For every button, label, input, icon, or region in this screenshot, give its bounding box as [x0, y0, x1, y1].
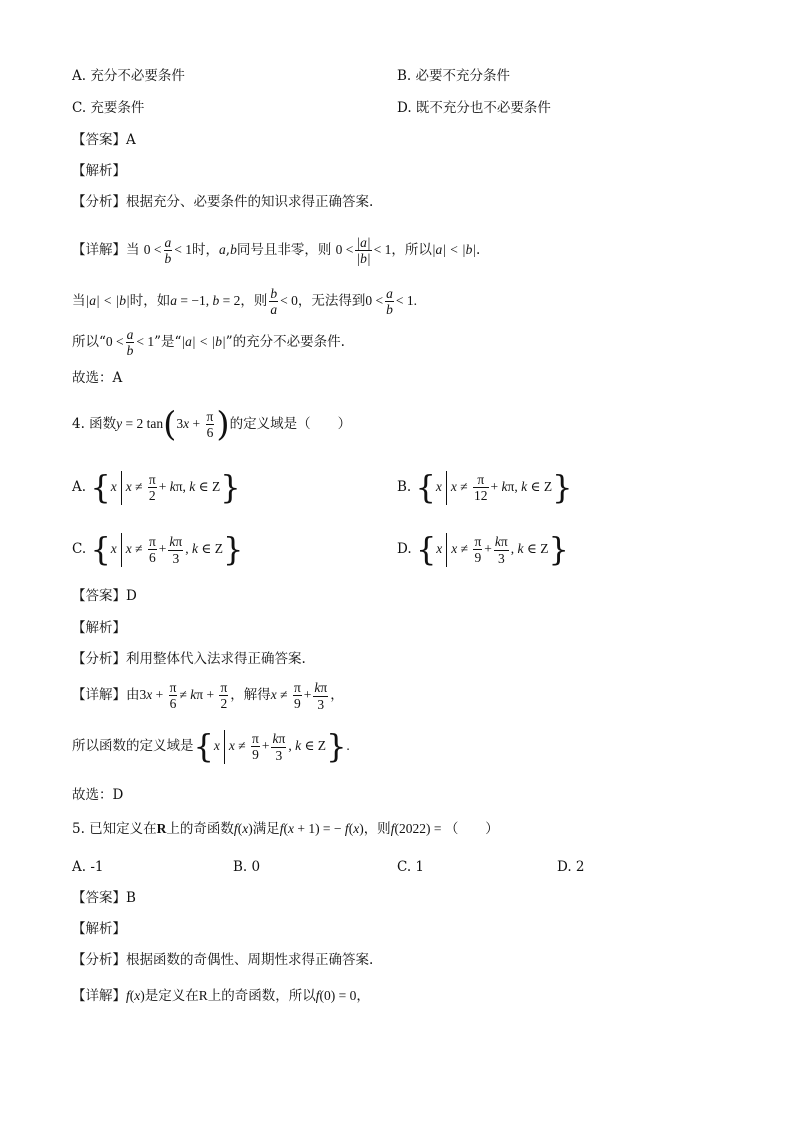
fraction-a-over-b: $\frac{a}{b}$	[164, 235, 172, 266]
text-segment: （ ）	[444, 821, 499, 837]
answer-value: A	[126, 132, 136, 148]
q3-conclusion: 故选：A	[72, 370, 123, 386]
q4-xiangjie-line-2: 所以函数的定义域是{x x ≠ $\frac{\pi}{9}$ + $\frac{k\pi}{3}$ , k ∈ Z}.	[72, 727, 350, 766]
text-segment: ，所以	[391, 242, 432, 258]
answer-tag: 【答案】	[72, 132, 126, 148]
text-segment: 上的奇函数	[166, 821, 234, 837]
text-segment: 所以函数的定义域是	[72, 738, 194, 754]
text-segment: ，则	[240, 293, 268, 309]
q4-option-a: A. {x x ≠ $\frac{\pi}{2}$ + kπ, k ∈ Z}	[72, 468, 241, 507]
q3-analysis-tag: 【解析】	[72, 163, 126, 179]
q5-answer-line	[72, 888, 136, 908]
q5-option-b: B. 0	[233, 859, 261, 875]
text-segment: 上的奇函数，所以	[207, 988, 316, 1004]
text-segment: 当	[72, 293, 86, 309]
text-segment: 4. 函数	[72, 416, 117, 432]
q3-option-b: B. 必要不充分条件	[397, 68, 511, 84]
fraction-a-over-b: $\frac{a}{b}$	[126, 327, 134, 358]
q4-option-d: D. {x x ≠ $\frac{\pi}{9}$ + $\frac{k\pi}{3}$ , k ∈ Z}	[397, 530, 569, 569]
text-segment: ”的充分不必要条件.	[225, 334, 345, 350]
answer-tag: 【答案】	[72, 588, 126, 604]
text-segment: 当	[126, 242, 140, 258]
text-segment: 由	[126, 687, 140, 703]
xiangjie-tag: 【详解】	[72, 988, 126, 1004]
text-segment: 是定义在	[144, 988, 199, 1004]
q4-answer-line	[72, 586, 137, 606]
q4-option-c: C. {x x ≠ $\frac{\pi}{6}$ + $\frac{k\pi}{3}$ , k ∈ Z}	[72, 530, 244, 569]
answer-value: D	[126, 588, 137, 604]
fenxi-text: 根据函数的奇偶性、周期性求得正确答案.	[126, 952, 374, 968]
q3-option-c: C. 充要条件	[72, 100, 145, 116]
fraction-pi-over-2: $\frac{\pi}{2}$	[220, 680, 228, 711]
fraction-pi-over-9: $\frac{\pi}{9}$	[293, 680, 301, 711]
text-segment: ”是“	[154, 334, 182, 350]
fraction-pi-over-6: $\frac{\pi}{6}$	[148, 534, 156, 565]
fenxi-tag: 【分析】	[72, 651, 126, 667]
fenxi-tag: 【分析】	[72, 952, 126, 968]
text-segment: 5. 已知定义在	[72, 821, 157, 837]
text-segment: ，无法得到	[297, 293, 366, 309]
xiangjie-tag: 【详解】	[72, 242, 126, 258]
fraction-kpi-over-3: $\frac{k\pi}{3}$	[169, 533, 183, 566]
q5-analysis-tag: 【解析】	[72, 921, 126, 937]
fenxi-tag: 【分析】	[72, 194, 126, 210]
q3-xiangjie-line-1: 【详解】当 0 < $\frac{a}{b}$ < 1时，a,b同号且非零，则 0 < $\frac{|a|}{|b|}$ < 1，所以|a| < |b|.	[72, 235, 481, 266]
text-segment: 时，如	[129, 293, 171, 309]
q5-stem: 5. 已知定义在R上的奇函数f(x)满足f(x + 1) = − f(x)，则f(2022) = （ ）	[72, 821, 499, 837]
fraction-pi-over-9: $\frac{\pi}{9}$	[474, 534, 482, 565]
text-segment: 同号且非零，则	[236, 242, 332, 258]
fraction-pi-over-12: $\frac{\pi}{12}$	[474, 472, 488, 503]
q5-option-a: A. -1	[72, 859, 104, 875]
text-segment: 的定义域是（ ）	[229, 416, 352, 432]
option-label: A.	[72, 479, 87, 495]
q5-option-c: C. 1	[397, 859, 425, 875]
fraction-pi-over-6: $\frac{\pi}{6}$	[169, 680, 177, 711]
q4-stem: 4. 函数y = 2 tan(3x + $\frac{\pi}{6}$ )的定义域是（ ）	[72, 404, 352, 445]
q4-fenxi-line	[72, 649, 306, 669]
fraction-abs-a-over-abs-b: $\frac{|a|}{|b|}$	[356, 235, 371, 266]
q3-option-a: A. 充分不必要条件	[72, 68, 185, 84]
q3-xiangjie-line-3: 所以“0 < $\frac{a}{b}$ < 1”是“|a| < |b|”的充分不必要条件.	[72, 327, 345, 358]
q4-xiangjie-line-1: 【详解】由3x + $\frac{\pi}{6}$ ≠ kπ + $\frac{\pi}{2}$ ，解得x ≠ $\frac{\pi}{9}$ + $\frac{k\pi}{3}$ ，	[72, 679, 344, 712]
option-label: C.	[72, 541, 87, 557]
fraction-pi-over-2: $\frac{\pi}{2}$	[148, 472, 156, 503]
q5-option-d: D. 2	[557, 859, 585, 875]
fraction-a-over-b: $\frac{a}{b}$	[386, 286, 393, 317]
fraction-kpi-over-3: $\frac{k\pi}{3}$	[494, 533, 508, 566]
q3-option-d: D. 既不充分也不必要条件	[397, 100, 551, 116]
q4-conclusion: 故选：D	[72, 787, 124, 803]
fenxi-text: 根据充分、必要条件的知识求得正确答案.	[126, 194, 374, 210]
option-label: B.	[397, 479, 412, 495]
q5-xiangjie-line-1: 【详解】f(x)是定义在R上的奇函数，所以f(0) = 0，	[72, 988, 370, 1004]
text-segment: 时，	[192, 242, 220, 258]
q5-fenxi-line	[72, 950, 373, 970]
q3-fenxi-line	[72, 192, 373, 212]
text-segment: ，解得	[230, 687, 271, 703]
fraction-b-over-a: $\frac{b}{a}$	[270, 286, 278, 317]
fraction-kpi-over-3: $\frac{k\pi}{3}$	[272, 730, 286, 763]
option-label: D.	[397, 541, 412, 557]
q4-option-b: B. {x x ≠ $\frac{\pi}{12}$ + kπ, k ∈ Z}	[397, 468, 573, 507]
text-segment: ，则	[363, 821, 391, 837]
answer-value: B	[126, 890, 136, 906]
answer-tag: 【答案】	[72, 890, 126, 906]
q4-analysis-tag: 【解析】	[72, 620, 126, 636]
fraction-pi-over-9: $\frac{\pi}{9}$	[252, 731, 259, 762]
fenxi-text: 利用整体代入法求得正确答案.	[126, 651, 306, 667]
fraction-pi-over-6: $\frac{\pi}{6}$	[206, 409, 214, 440]
q3-answer-line	[72, 130, 136, 150]
fraction-kpi-over-3: $\frac{k\pi}{3}$	[314, 679, 328, 712]
text-segment: 所以“	[72, 334, 106, 350]
q3-xiangjie-line-2: 当|a| < |b|时，如a = −1, b = 2，则 $\frac{b}{a}$ < 0，无法得到0 < $\frac{a}{b}$ < 1.	[72, 286, 417, 317]
text-segment: 满足	[252, 821, 280, 837]
xiangjie-tag: 【详解】	[72, 687, 126, 703]
